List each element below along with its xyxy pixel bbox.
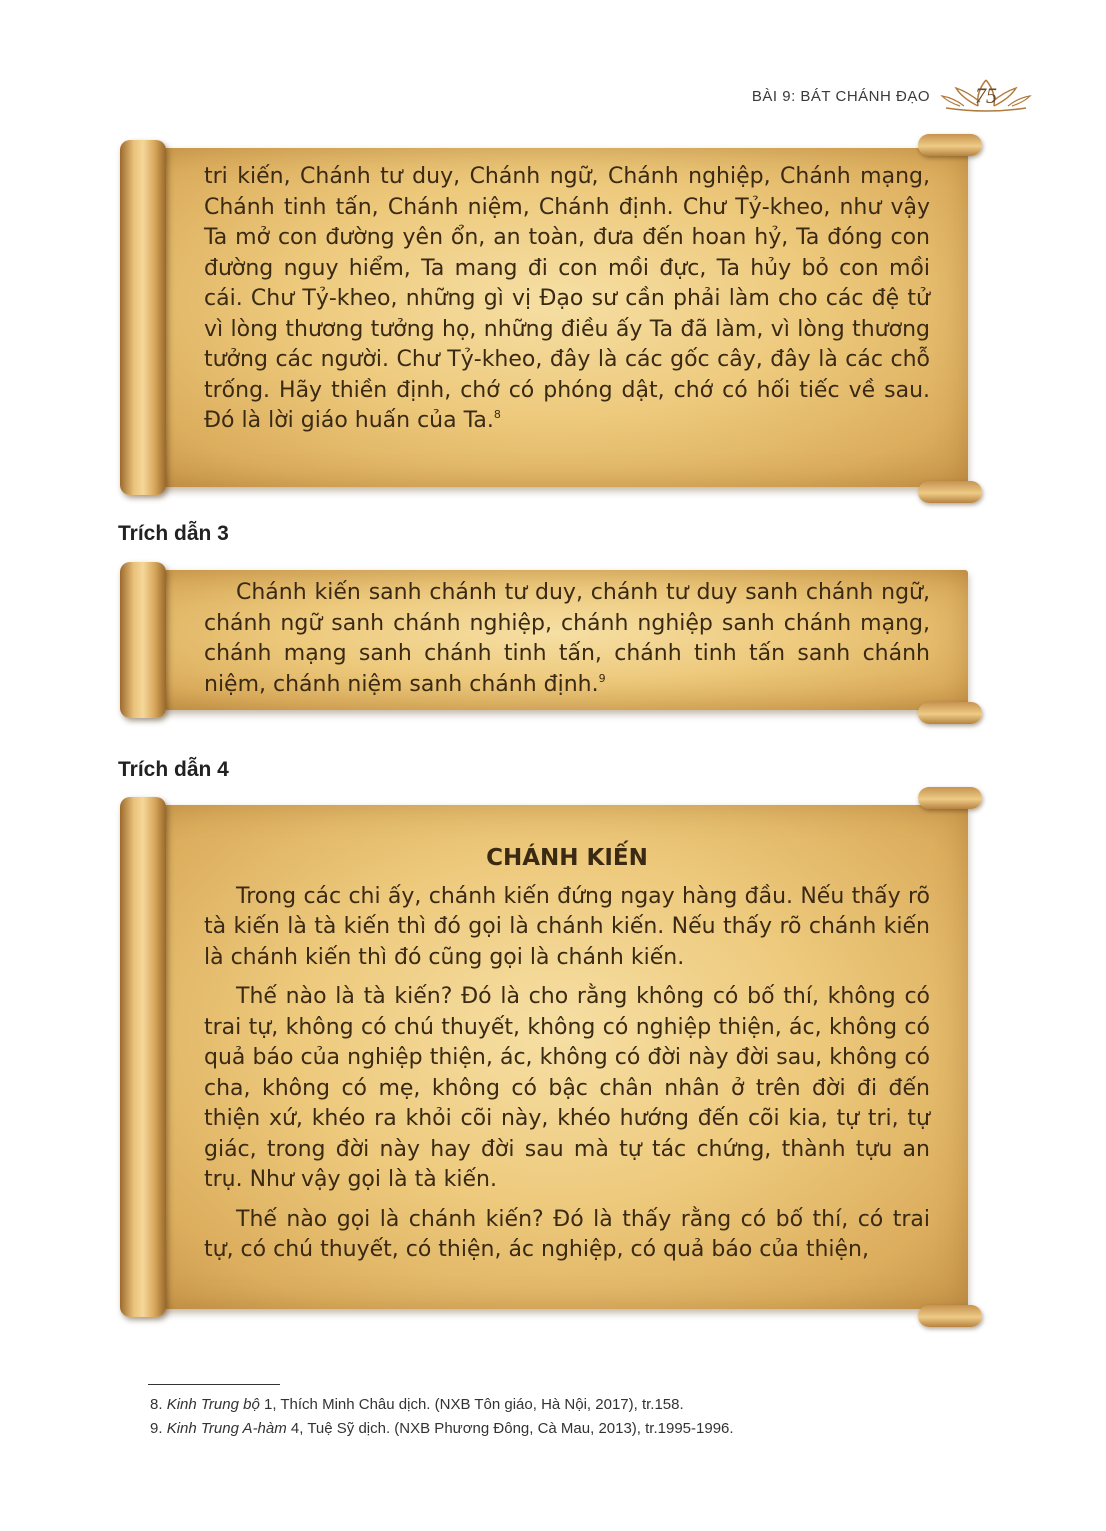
page-header [752, 78, 1034, 114]
scroll-rod [120, 797, 166, 1317]
quote-4-paragraph: Thế nào gọi là chánh kiến? Đó là thấy rằng có bố thí, có trai tự, có chú thuyết, có thiện, ác nghiệp, có quả báo của thiện, [204, 1206, 930, 1262]
quote-4-paragraph: Trong các chi ấy, chánh kiến đứng ngay hàng đầu. Nếu thấy rõ tà kiến là tà kiến thì đó gọi là chánh kiến. Nếu thấy rõ chánh kiến là chánh kiến thì đó cũng gọi là chánh kiến. [204, 883, 930, 970]
quote-4-title: CHÁNH KIẾN [486, 845, 648, 871]
quote-2-text [204, 162, 930, 437]
scroll-rod [120, 562, 166, 718]
scroll-quote-4 [120, 797, 982, 1317]
footnotes [150, 1393, 734, 1441]
footnote-citation: 1, Thích Minh Châu dịch. (NXB Tôn giáo, Hà Nội, 2017), tr.158. [259, 1396, 684, 1413]
scroll-curl-bottom [918, 1305, 982, 1327]
footnote-8 [150, 1393, 734, 1417]
footnote-9 [150, 1417, 734, 1441]
footnote-citation: 4, Tuệ Sỹ dịch. (NXB Phương Đông, Cà Mau, 2013), tr.1995-1996. [286, 1420, 734, 1437]
footnote-title: Kinh Trung A-hàm [166, 1420, 287, 1437]
footnote-ref-8: 8 [493, 408, 501, 421]
footnote-ref-9: 9 [598, 671, 606, 685]
heading-quote-3: Trích dẫn 3 [118, 522, 229, 545]
scroll-curl-bottom [918, 702, 982, 724]
quote-4-text [204, 843, 930, 1266]
chapter-title: BÀI 9: BÁT CHÁNH ĐẠO [751, 87, 930, 105]
quote-3-body: Chánh kiến sanh chánh tư duy, chánh tư duy sanh chánh ngữ, chánh ngữ sanh chánh nghiệp, chánh nghiệp sanh chánh mạng, chánh mạng sanh chánh tinh tấn, chánh tinh tấn sanh chánh niệm, chánh niệm sanh chánh định. [204, 580, 930, 697]
scroll-curl-top [918, 787, 982, 809]
footnote-title: Kinh Trung bộ [166, 1396, 260, 1413]
scroll-curl-bottom [918, 481, 982, 503]
footnote-number: 8. [150, 1396, 163, 1413]
quote-2-body: tri kiến, Chánh tư duy, Chánh ngữ, Chánh nghiệp, Chánh mạng, Chánh tinh tấn, Chánh niệm, Chánh định. Chư Tỷ-kheo, như vậy Ta mở con đường yên ổn, an toàn, đưa đến hoan hỷ, Ta đóng con đường nguy hiểm, Ta mang đi con mồi đực, Ta hủy bỏ con mồi cái. Chư Tỷ-kheo, những gì vị Đạo sư cần phải làm cho các đệ tử vì lòng thương tưởng họ, những điều ấy Ta đã làm, vì lòng thương tưởng các người. Chư Tỷ-kheo, đây là các gốc cây, đây là các chỗ trống. Hãy thiền định, chớ có phóng dật, chớ có hối tiếc về sau. Đó là lời giáo huấn của Ta. [204, 164, 930, 433]
page-number: 75 [975, 83, 997, 108]
quote-3-text [204, 578, 930, 700]
page-number-badge [938, 78, 1034, 114]
quote-4-paragraph: Thế nào là tà kiến? Đó là cho rằng không có bố thí, không có trai tự, không có chú thuyết, không có nghiệp thiện, ác, không có quả báo của nghiệp thiện, ác, không có đời này đời sau, không có cha, không có mẹ, không có bậc chân nhân ở trên đời đi đến thiện xứ, khéo ra khỏi cõi này, khéo hướng đến cõi kia, tự tri, tự giác, trong đời này hay đời sau mà tự tác chứng, thành tựu an trụ. Như vậy gọi là tà kiến. [204, 984, 930, 1192]
scroll-rod [120, 140, 166, 495]
scroll-curl-top [918, 134, 982, 156]
heading-quote-4: Trích dẫn 4 [118, 758, 229, 781]
scroll-quote-2 [120, 140, 982, 495]
footnote-divider [148, 1384, 280, 1385]
footnote-number: 9. [150, 1420, 163, 1437]
scroll-quote-3 [120, 562, 982, 718]
